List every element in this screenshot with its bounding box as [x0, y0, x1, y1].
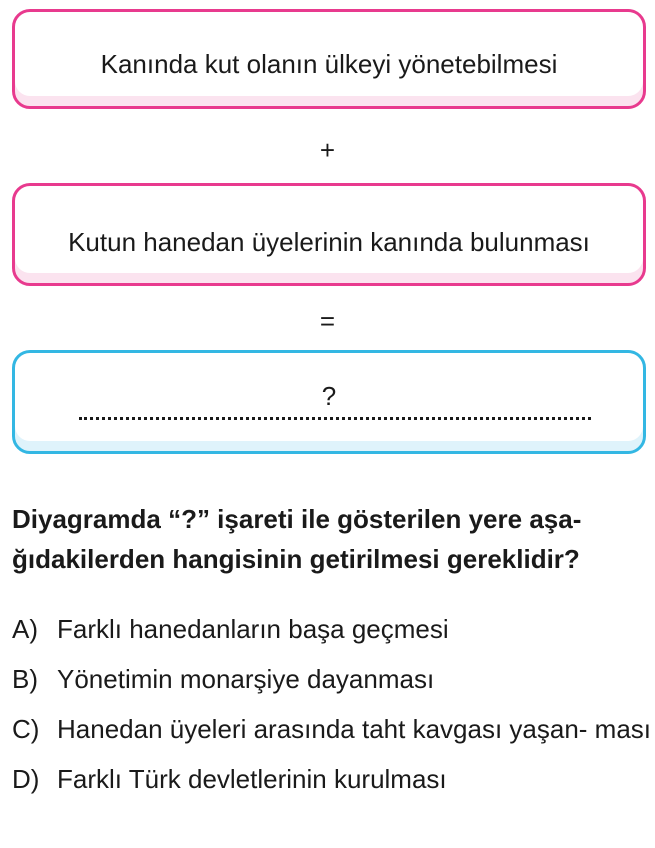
option-b[interactable]	[12, 658, 652, 700]
answer-options	[12, 608, 652, 808]
option-b-text: Yönetimin monarşiye dayanması	[57, 664, 435, 694]
premise-box-1	[12, 9, 646, 109]
option-d-letter: D)	[12, 764, 40, 794]
result-placeholder: ?	[321, 381, 337, 411]
question-line-2: ğıdakilerden hangisinin getirilmesi gereklidir?	[12, 544, 580, 574]
premise-box-2	[12, 183, 646, 286]
question-line-1: Diyagramda “?” işareti ile gösterilen yere aşa-	[12, 504, 582, 534]
option-c[interactable]	[12, 708, 652, 750]
option-a[interactable]	[12, 608, 652, 650]
option-c-text: Hanedan üyeleri arasında taht kavgası yaşan- ması	[57, 714, 652, 744]
result-box	[12, 350, 646, 454]
equals-symbol: =	[319, 306, 336, 336]
premise-2-text: Kutun hanedan üyelerinin kanında bulunması	[68, 227, 590, 257]
premise-1-text: Kanında kut olanın ülkeyi yönetebilmesi	[100, 49, 558, 79]
option-d[interactable]	[12, 758, 652, 800]
option-a-text: Farklı hanedanların başa geçmesi	[57, 614, 449, 644]
option-d-text: Farklı Türk devletlerinin kurulması	[57, 764, 447, 794]
option-a-letter: A)	[12, 614, 38, 644]
option-c-letter: C)	[12, 714, 40, 744]
question-stem	[12, 499, 652, 579]
answer-blank-line	[79, 417, 591, 420]
plus-symbol: +	[319, 135, 336, 165]
option-b-letter: B)	[12, 664, 38, 694]
